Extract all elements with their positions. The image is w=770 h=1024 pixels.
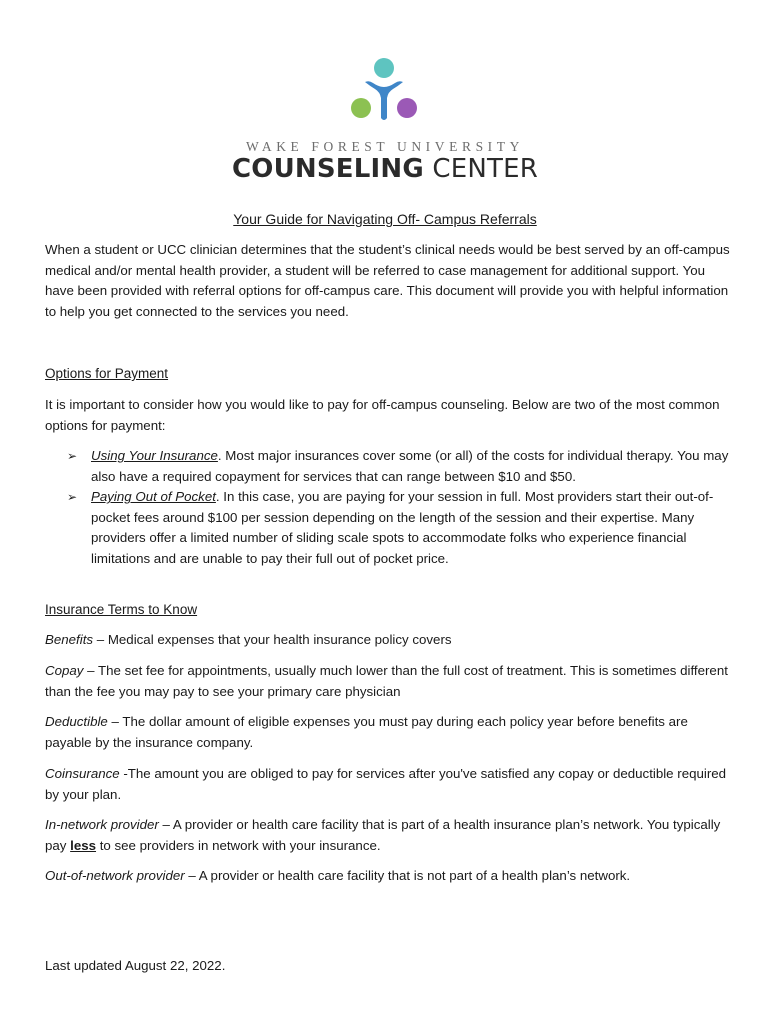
intro-paragraph: When a student or UCC clinician determines that the student’s clinical needs would be best served by an off-campus medical and/or mental health provider, a student will be referred to case management for additional support. You have been provided with referral options for off-campus care. This document will provide you with helpful information to help you get connected to the services you need. (45, 242, 730, 319)
last-updated-note: Last updated August 22, 2022. (45, 958, 226, 973)
document-title: Your Guide for Navigating Off- Campus Referrals (233, 211, 537, 227)
counseling-center-logo-icon (348, 56, 420, 128)
payment-options-list (45, 446, 735, 570)
term-out-of-network-provider (45, 866, 735, 887)
payment-heading: Options for Payment (45, 366, 169, 381)
term-in-network-provider (45, 815, 735, 856)
term-name: Copay (45, 663, 84, 678)
logo-center-name (0, 154, 770, 184)
payment-option-text: . In this case, you are paying for your session in full. Most providers start their out-of-pocket fees around $100 per session depending on the length of the session and their expertise. Many providers offer a limited number of sliding scale spots to accommodate folks who experience financial limitations and are unable to pay their full out of pocket price. (91, 489, 714, 566)
payment-option-text: . Most major insurances cover some (or all) of the costs for individual therapy. You may also have a required copayment for services that can range between $10 and $50. (91, 448, 729, 484)
logo-center-word: CENTER (432, 154, 538, 184)
payment-option-out-of-pocket (45, 487, 735, 569)
logo-counseling-word: COUNSELING (232, 154, 424, 184)
term-deductible (45, 712, 735, 753)
logo-green-dot (351, 98, 371, 118)
term-definition: to see providers in network with your insurance. (96, 837, 381, 853)
term-definition: – The set fee for appointments, usually much lower than the full cost of treatment. This is sometimes different than the fee you may pay to see your primary care physician (45, 663, 728, 699)
payment-option-insurance (45, 446, 735, 487)
terms-heading: Insurance Terms to Know (45, 602, 198, 617)
arrow-bullet-icon: ➢ (67, 449, 78, 463)
term-name: In-network provider (45, 817, 159, 832)
term-definition: – The dollar amount of eligible expenses you must pay during each policy year before benefits are payable by the insurance company. (45, 714, 688, 750)
payment-option-lead: Paying Out of Pocket (91, 489, 216, 505)
payment-option-lead: Using Your Insurance (91, 448, 218, 463)
term-definition: – A provider or health care facility that is not part of a health plan’s network. (184, 868, 631, 883)
term-copay (45, 661, 735, 702)
term-benefits (45, 630, 735, 651)
term-definition: -The amount you are obliged to pay for services after you've satisfied any copay or deductible required by your plan. (45, 766, 727, 802)
logo-university-name: WAKE FOREST UNIVERSITY (246, 139, 524, 154)
logo-purple-dot (397, 98, 417, 118)
term-emphasis: less (70, 837, 97, 853)
term-name: Out-of-network provider (45, 868, 185, 883)
term-definition: – Medical expenses that your health insurance policy covers (93, 632, 452, 647)
logo-blue-figure (365, 81, 403, 120)
term-name: Benefits (45, 632, 94, 647)
payment-intro: It is important to consider how you would like to pay for off-campus counseling. Below are two of the most common options for payment: (45, 397, 720, 433)
logo-teal-dot (374, 58, 394, 78)
term-name: Deductible (45, 714, 108, 729)
arrow-bullet-icon: ➢ (67, 490, 78, 505)
term-definition: – A provider or health care facility that is part of a health insurance plan’s network. You typically pay (45, 817, 721, 853)
term-name: Coinsurance (45, 766, 120, 781)
term-coinsurance (45, 764, 735, 805)
